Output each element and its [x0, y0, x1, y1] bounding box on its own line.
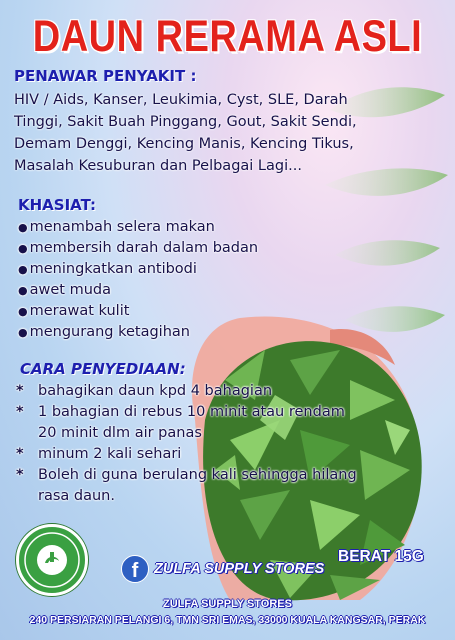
halal-badge-icon	[16, 524, 88, 596]
cara-heading: CARA PENYEDIAAN:	[20, 360, 186, 378]
footer-store-name: ZULFA SUPPLY STORES	[163, 598, 292, 610]
facebook-icon: f	[121, 555, 149, 583]
halal-seal-icon	[19, 527, 85, 593]
step-item: rasa daun.	[38, 488, 115, 504]
cara-steps	[16, 381, 396, 507]
step-item: * minum 2 kali sehari	[16, 446, 182, 462]
footer-address: 240 PERSIARAN PELANGI 6, TMN SRI EMAS, 33000 KUALA KANGSAR, PERAK	[29, 614, 426, 626]
poster-title: DAUN RERAMA ASLI	[32, 12, 423, 62]
penawar-heading: PENAWAR PENYAKIT :	[14, 67, 197, 85]
khasiat-item: ● meningkatkan antibodi	[18, 259, 258, 280]
khasiat-list	[18, 217, 258, 343]
khasiat-item: ● mengurang ketagihan	[18, 322, 258, 343]
disease-line: HIV / Aids, Kanser, Leukimia, Cyst, SLE, Darah	[14, 92, 348, 108]
disease-line: Masalah Kesuburan dan Pelbagai Lagi...	[14, 158, 302, 174]
khasiat-item: ● membersih darah dalam badan	[18, 238, 258, 259]
disease-line: Tinggi, Sakit Buah Pinggang, Gout, Sakit Sendi,	[14, 114, 357, 130]
step-item: * 1 bahagian di rebus 10 minit atau rendam	[16, 404, 345, 420]
facebook-page[interactable]	[121, 555, 324, 583]
disease-list	[14, 89, 444, 177]
khasiat-item: ● menambah selera makan	[18, 217, 258, 238]
facebook-label: ZULFA SUPPLY STORES	[154, 561, 325, 577]
step-item: 20 minit dlm air panas	[38, 425, 202, 441]
khasiat-item: ● merawat kulit	[18, 301, 258, 322]
khasiat-item: ● awet muda	[18, 280, 258, 301]
step-item: * bahagikan daun kpd 4 bahagian	[16, 383, 273, 399]
khasiat-heading: KHASIAT:	[18, 196, 97, 214]
weight-label: BERAT 15G	[338, 548, 424, 565]
disease-line: Demam Denggi, Kencing Manis, Kencing Tikus,	[14, 136, 354, 152]
step-item: * Boleh di guna berulang kali sehingga hilang	[16, 467, 357, 483]
